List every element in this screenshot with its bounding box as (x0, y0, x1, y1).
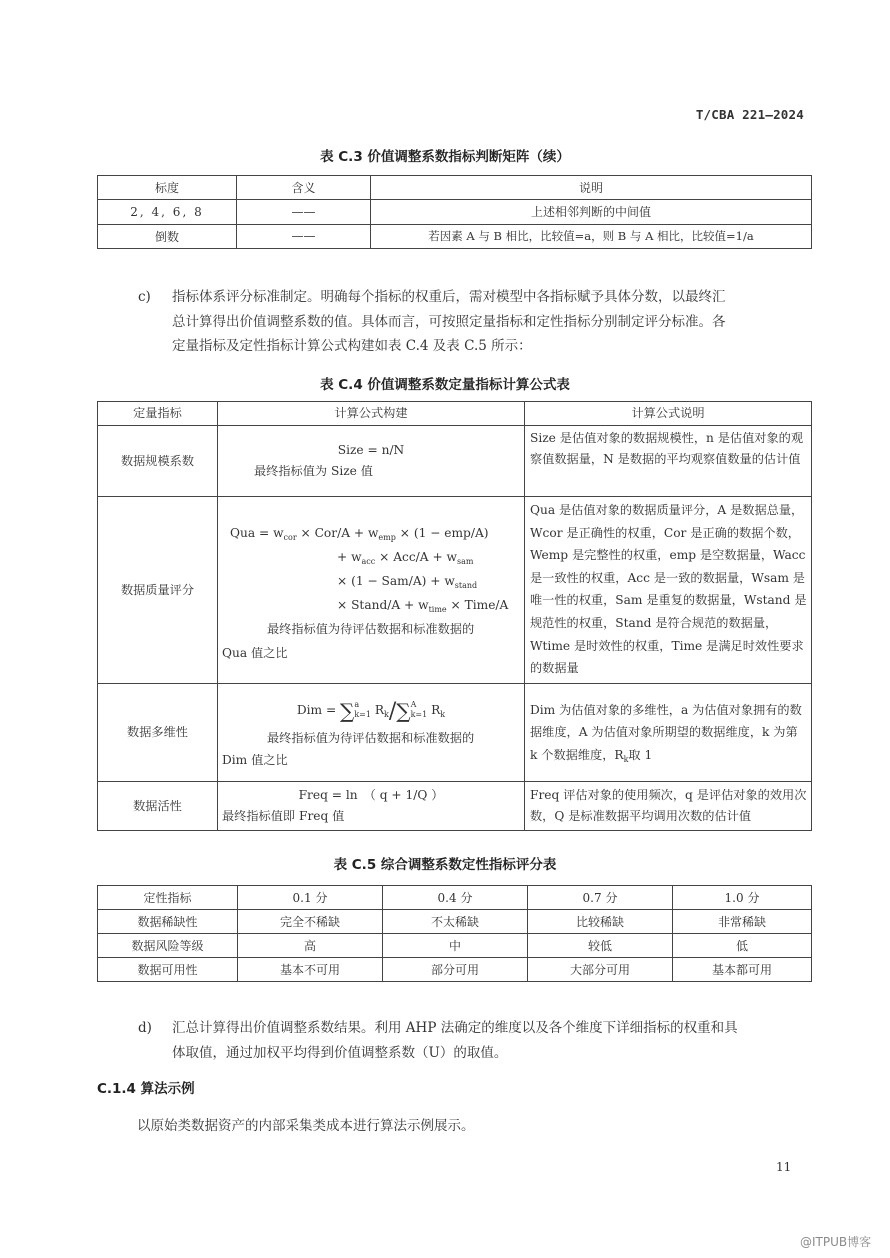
formula-cell (218, 782, 525, 831)
paragraph-line: 指标体系评分标准制定。明确每个指标的权重后，需对模型中各指标赋予具体分数，以最终汇 (172, 289, 726, 305)
formula-line: × $(1 - Sam/A) + w_{stand}$ (337, 574, 478, 590)
list-label: d) (138, 1020, 152, 1036)
indicator-cell: 数据规模系数 (98, 426, 218, 497)
formula-line: Size = n/N (337, 443, 405, 457)
table-row (98, 684, 812, 782)
table-cell: —— (237, 224, 371, 248)
column-header: 1.0 分 (673, 886, 812, 910)
table-cell: 比较稀缺 (528, 910, 673, 934)
table-cell: 部分可用 (383, 958, 528, 982)
column-header: 0.7 分 (528, 886, 673, 910)
paragraph-line: 定量指标及定性指标计算公式构建如表 C.4 及表 C.5 所示： (172, 338, 532, 354)
formula-cell (218, 684, 525, 782)
column-header: 定量指标 (98, 402, 218, 426)
table-row (98, 497, 812, 684)
formula-note: 最终指标值为 Size 值 (254, 464, 373, 478)
column-header: 含义 (237, 176, 371, 200)
table-cell: 上述相邻判断的中间值 (371, 200, 812, 224)
paragraph-line: 体取值，通过加权平均得到价值调整系数（U）的取值。 (172, 1044, 508, 1061)
paragraph-line: 汇总计算得出价值调整系数结果。利用 AHP 法确定的维度以及各个维度下详细指标的权重和具 (172, 1020, 738, 1036)
section-heading: C.1.4 算法示例 (97, 1081, 195, 1097)
column-header: 标度 (98, 176, 237, 200)
section-body: 以原始类数据资产的内部采集类成本进行算法示例展示。 (137, 1118, 475, 1134)
table-header-row (98, 886, 812, 910)
formula-cell (218, 426, 525, 497)
watermark: @ITPUB博客 (800, 1235, 872, 1249)
column-header: 计算公式说明 (525, 402, 812, 426)
table-cell: 大部分可用 (528, 958, 673, 982)
paragraph-d (140, 1016, 812, 1065)
indicator-cell: 数据多维性 (98, 684, 218, 782)
column-header: 定性指标 (98, 886, 238, 910)
table-c3-caption: 表 C.3 价值调整系数指标判断矩阵（续） (320, 149, 570, 165)
table-row (98, 782, 812, 831)
formula-cell (218, 497, 525, 684)
indicator-cell: 数据活性 (98, 782, 218, 831)
formula-line: Freq = ln （ q + 1/Q ） (298, 788, 444, 802)
column-header: 计算公式构建 (218, 402, 525, 426)
table-cell: —— (237, 200, 371, 224)
table-row (98, 224, 812, 248)
table-row (98, 958, 812, 982)
description-cell: Qua 是估值对象的数据质量评分，A 是数据总量，Wcor 是正确性的权重，Cor 是正确的数据个数，Wemp 是完整性的权重，emp 是空数据量，Wacc 是一致性的权重，Acc 是一致的数据量，Wsam 是唯一性的权重，Sam 是重复的数据量，Wstand 是规范性的权重，Stand 是符合规范的数据量，Wtime 是时效性的权重，Time 是满足时效性要求的数据量 (525, 497, 812, 684)
table-cell: 中 (383, 934, 528, 958)
formula-line: × $Stand/A + w_{time}$ × Time/A (337, 598, 509, 614)
table-cell: 非常稀缺 (673, 910, 812, 934)
table-header-row (98, 402, 812, 426)
formula-line: Qua = $w_{cor} \times Cor/A + w_{emp} \times (1 - emp/A)$ (230, 526, 489, 542)
table-row (98, 426, 812, 497)
description-cell: Freq 评估对象的使用频次，q 是评估对象的效用次数，Q 是标准数据平均调用次数的估计值 (525, 782, 812, 831)
table-c5-caption: 表 C.5 综合调整系数定性指标评分表 (333, 857, 557, 873)
formula-note: Dim 值之比 (222, 752, 288, 767)
table-c4 (97, 401, 812, 831)
table-cell: 数据稀缺性 (98, 910, 238, 934)
paragraph-line: 总计算得出价值调整系数的值。具体而言，可按照定量指标和定性指标分别制定评分标准。各 (172, 313, 726, 330)
table-cell: 较低 (528, 934, 673, 958)
table-cell: 不太稀缺 (383, 910, 528, 934)
description-cell: Size 是估值对象的数据规模性，n 是估值对象的观察值数据量，N 是数据的平均观察值数量的估计值 (525, 426, 812, 497)
sum-symbol: ∑ (340, 698, 355, 723)
table-row (98, 910, 812, 934)
formula-note: Qua 值之比 (222, 646, 288, 660)
column-header: 0.1 分 (238, 886, 383, 910)
table-c3 (97, 175, 812, 249)
sum-symbol: ∑ (396, 698, 411, 723)
formula-note: 最终指标值为待评估数据和标准数据的 (267, 622, 475, 636)
document-code: T/CBA 221—2024 (695, 107, 804, 122)
formula-line: + $w_{acc} \times Acc/A + w_{sam}$ (337, 550, 474, 566)
indicator-cell: 数据质量评分 (98, 497, 218, 684)
page-number: 11 (776, 1160, 792, 1174)
column-header: 0.4 分 (383, 886, 528, 910)
list-label: c) (138, 289, 151, 305)
table-row (98, 934, 812, 958)
table-cell: 完全不稀缺 (238, 910, 383, 934)
table-cell: 数据风险等级 (98, 934, 238, 958)
formula-line: Dim = ∑ a k=1 $R_k/\sum$ A k=1 $R_k$ (296, 698, 446, 724)
paragraph-c (140, 285, 812, 359)
table-header-row (98, 176, 812, 200)
description-cell: Dim 为估值对象的多维性，a 为估值对象拥有的数据维度，A 为估值对象所期望的数据维度，k 为第 k 个数据维度，$R_k$取 1 (525, 684, 812, 782)
table-cell: 若因素 A 与 B 相比，比较值=a，则 B 与 A 相比，比较值=1/a (371, 224, 812, 248)
table-cell: 基本不可用 (238, 958, 383, 982)
table-c5 (97, 885, 812, 982)
table-cell: 低 (673, 934, 812, 958)
table-cell: 2, 4, 6, 8 (98, 200, 237, 224)
table-cell: 数据可用性 (98, 958, 238, 982)
table-cell: 高 (238, 934, 383, 958)
formula-note: 最终指标值为待评估数据和标准数据的 (267, 730, 475, 745)
table-row (98, 200, 812, 224)
column-header: 说明 (371, 176, 812, 200)
table-c4-caption: 表 C.4 价值调整系数定量指标计算公式表 (320, 377, 570, 393)
table-cell: 倒数 (98, 224, 237, 248)
formula-note: 最终指标值即 Freq 值 (222, 809, 345, 823)
table-cell: 基本都可用 (673, 958, 812, 982)
